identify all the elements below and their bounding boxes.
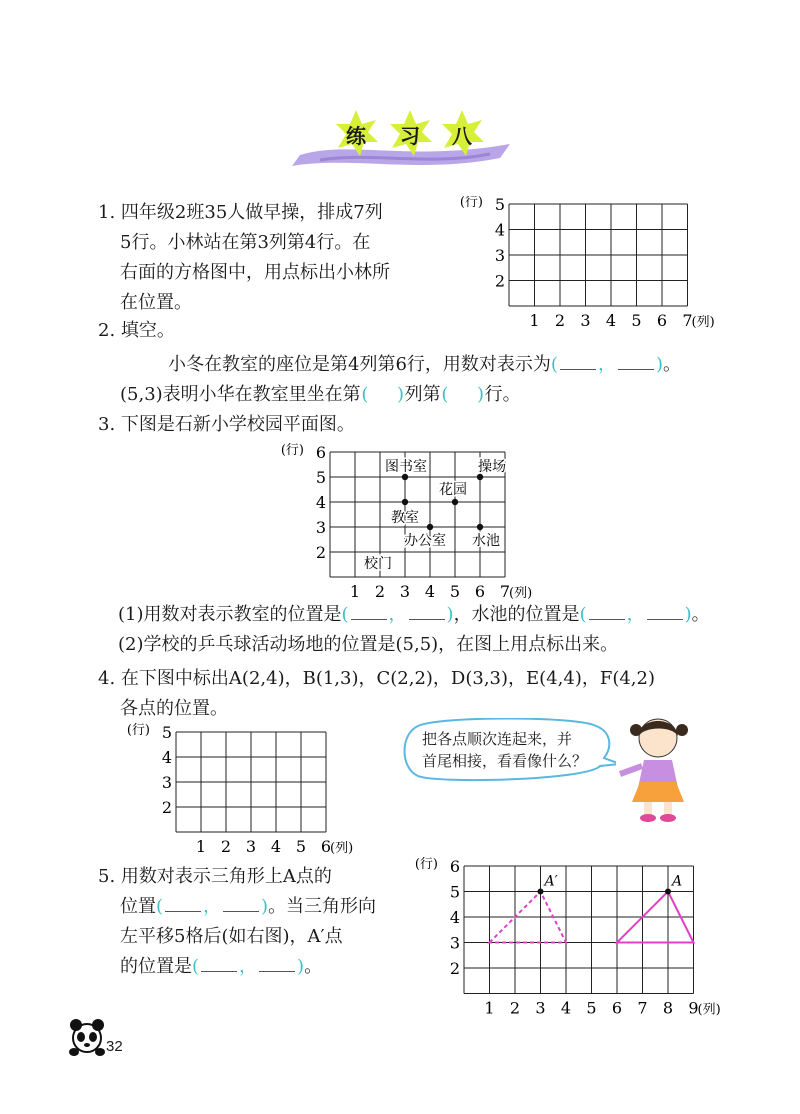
bubble-line-2: 首尾相接，看看像什么？	[422, 752, 588, 770]
col-label: 1	[529, 311, 540, 330]
row-label: 3	[161, 773, 172, 792]
q2-line-1	[98, 350, 778, 380]
row-label: 5	[449, 882, 460, 902]
q2-block	[98, 316, 778, 410]
q5-a-prime-y[interactable]	[259, 953, 295, 972]
q5-a-y[interactable]	[223, 893, 259, 912]
q5-text: 用数对表示三角形上A点的	[120, 866, 332, 887]
q5-line-1	[98, 862, 408, 892]
speech-bubble	[398, 718, 616, 788]
q5-a-prime-sep: ，	[239, 956, 258, 977]
page-number: 32	[106, 1038, 123, 1055]
row-label: 4	[315, 493, 326, 512]
col-axis-label: (列)	[509, 586, 533, 601]
place-point	[402, 499, 408, 505]
q5-line2-end: 。当三角形向	[268, 896, 377, 917]
q1-line-3: 右面的方格图中，用点标出小林所	[120, 262, 390, 283]
row-label: 5	[494, 196, 505, 214]
col-axis-label: (列)	[691, 315, 715, 330]
q2-title-line	[98, 316, 778, 346]
row-label: 5	[161, 723, 172, 742]
col-label: 1	[349, 582, 361, 601]
q5-block	[98, 862, 408, 982]
col-label: 1	[195, 837, 207, 856]
q5-line4-text: 的位置是	[120, 956, 192, 977]
q5-a-answer[interactable]: ( ， )	[156, 892, 268, 922]
col-label: 5	[631, 311, 642, 330]
q4-line-2: 各点的位置。	[120, 698, 228, 719]
q2-line-2	[98, 380, 778, 410]
q3-sub1-mid: ，水池的位置是	[453, 604, 580, 625]
col-label: 6	[320, 837, 332, 856]
col-label: 3	[245, 837, 257, 856]
row-label: 2	[315, 543, 326, 562]
place-label: 图书室	[385, 459, 427, 475]
col-label: 6	[611, 998, 623, 1018]
q1-line-2: 5行。小林站在第3列第4行。在	[120, 232, 371, 253]
col-label: 2	[509, 998, 521, 1018]
girl-illustration	[612, 712, 702, 824]
row-axis-label: (行)	[414, 857, 438, 872]
q3-sub-1	[118, 600, 778, 630]
col-axis-label: (列)	[330, 841, 354, 856]
place-point	[427, 524, 433, 530]
col-label: 8	[662, 998, 674, 1018]
q3-sub1-text: (1)用数对表示教室的位置是	[118, 604, 342, 625]
row-label: 6	[449, 857, 460, 876]
col-axis-label: (列)	[697, 1002, 721, 1018]
col-label: 2	[220, 837, 232, 856]
q2-answer-y[interactable]	[618, 351, 654, 370]
q2-line1-end: 。	[662, 354, 681, 375]
row-axis-label: (行)	[280, 443, 304, 458]
header-char-2: 习	[400, 124, 420, 148]
q2-answer-sep: ，	[597, 354, 616, 375]
q1-text: 四年级2班35人做早操，排成7列	[120, 202, 383, 223]
speech-bubble-text	[422, 728, 587, 772]
col-label: 3	[399, 582, 411, 601]
place-point	[452, 499, 458, 505]
q3-sub1-end: 。	[691, 604, 710, 625]
col-label: 5	[295, 837, 307, 856]
q2-line2-end: 行。	[484, 384, 521, 405]
col-label: 9	[688, 998, 699, 1018]
q3-pool-answer[interactable]: ( ， )	[580, 600, 692, 630]
q3-pool-sep: ，	[626, 604, 645, 625]
q3-title-line	[98, 410, 698, 440]
col-label: 7	[682, 311, 693, 330]
q3-classroom-sep: ，	[388, 604, 407, 625]
col-label: 6	[474, 582, 486, 601]
q5-number: 5.	[98, 866, 116, 887]
q5-line2-text: 位置	[120, 896, 156, 917]
col-label: 2	[374, 582, 386, 601]
label-a: A	[672, 873, 683, 890]
q3-map-grid[interactable]	[276, 442, 536, 602]
q4-number: 4.	[98, 668, 116, 689]
q1-line-4: 在位置。	[120, 292, 192, 313]
row-axis-label: (行)	[459, 196, 483, 210]
row-label: 4	[161, 748, 172, 767]
q5-line-2	[98, 892, 408, 922]
q3-sub-2: (2)学校的乒乓球活动场地的位置是(5,5)，在图上用点标出来。	[118, 634, 619, 655]
q4-line-1	[98, 664, 778, 694]
header-char-1: 练	[346, 124, 366, 148]
q3-title: 下图是石新小学校园平面图。	[120, 414, 355, 435]
row-label: 6	[315, 443, 326, 462]
col-label: 4	[560, 998, 572, 1018]
q3-classroom-y[interactable]	[409, 601, 445, 620]
panda-icon	[64, 1012, 110, 1058]
col-label: 7	[637, 998, 648, 1018]
col-label: 4	[424, 582, 436, 601]
row-label: 5	[315, 468, 326, 487]
col-label: 5	[449, 582, 461, 601]
col-label: 3	[580, 311, 591, 330]
point-a	[665, 889, 671, 895]
label-a-prime: A′	[544, 873, 558, 890]
place-label: 操场	[478, 459, 506, 475]
row-label: 2	[161, 798, 172, 817]
q3-block	[98, 410, 698, 440]
row-axis-label: (行)	[126, 723, 150, 738]
q1-number: 1.	[98, 202, 116, 223]
footer	[64, 1012, 144, 1062]
col-label: 6	[656, 311, 668, 330]
col-label: 7	[499, 582, 511, 601]
place-point	[477, 524, 483, 530]
q3-sub-block	[118, 600, 778, 660]
q5-line-4	[98, 952, 408, 982]
q5-line-3: 左平移5格后(如右图)，A′点	[120, 926, 343, 947]
q2-answer-x[interactable]	[560, 351, 596, 370]
q4-grid[interactable]	[122, 722, 382, 862]
row-label: 2	[494, 271, 505, 291]
q2-line2-text: (5,3)表明小华在教室里坐在第	[120, 384, 361, 405]
q2-row-blank[interactable]: ( )	[441, 384, 484, 405]
row-label: 3	[315, 518, 326, 537]
place-label: 教室	[391, 510, 419, 526]
q5-a-prime-x[interactable]	[201, 953, 237, 972]
q1-line-1	[98, 198, 448, 228]
q2-number: 2.	[98, 320, 116, 341]
row-label: 3	[494, 246, 505, 265]
row-label: 4	[494, 220, 505, 240]
q3-pool-x[interactable]	[589, 601, 625, 620]
q3-classroom-x[interactable]	[351, 601, 387, 620]
q5-a-sep: ，	[203, 896, 222, 917]
q5-a-x[interactable]	[165, 893, 201, 912]
row-label: 3	[449, 933, 460, 953]
girl-figure	[612, 712, 702, 824]
q4-text: 在下图中标出A(2,4)，B(1,3)，C(2,2)，D(3,3)，E(4,4)，F(4,2)	[120, 668, 656, 689]
q3-classroom-answer[interactable]: ( ， )	[342, 600, 454, 630]
row-label: 2	[449, 959, 460, 978]
q5-grid[interactable]	[412, 852, 732, 1027]
bubble-line-1: 把各点顺次连起来，并	[422, 730, 573, 748]
col-label: 5	[586, 998, 597, 1018]
q2-answer-pair[interactable]: ( ， )	[551, 350, 663, 380]
q2-col-blank[interactable]: ( )	[361, 384, 404, 405]
col-label: 4	[605, 311, 617, 330]
q1-grid[interactable]	[455, 196, 715, 336]
header-char-3: 八	[452, 124, 472, 148]
q3-number: 3.	[98, 414, 116, 435]
place-label: 校门	[364, 556, 392, 572]
place-label: 办公室	[404, 533, 446, 549]
q2-title: 填空。	[120, 320, 175, 341]
col-label: 4	[270, 837, 282, 856]
point-a-prime	[538, 889, 544, 895]
q1-block	[98, 198, 448, 318]
col-label: 1	[484, 998, 495, 1018]
q5-line4-end: 。	[304, 956, 323, 977]
row-label: 4	[449, 908, 460, 927]
place-label: 水池	[472, 533, 500, 549]
q2-line1-text: 小冬在教室的座位是第4列第6行，用数对表示为	[168, 354, 551, 375]
q2-line2-mid: 列第	[404, 384, 441, 405]
q5-a-prime-answer[interactable]: ( ， )	[192, 952, 304, 982]
col-label: 2	[554, 311, 566, 330]
col-label: 3	[535, 998, 546, 1018]
place-label: 花园	[439, 482, 467, 498]
header-title	[330, 108, 490, 160]
q3-pool-y[interactable]	[647, 601, 683, 620]
